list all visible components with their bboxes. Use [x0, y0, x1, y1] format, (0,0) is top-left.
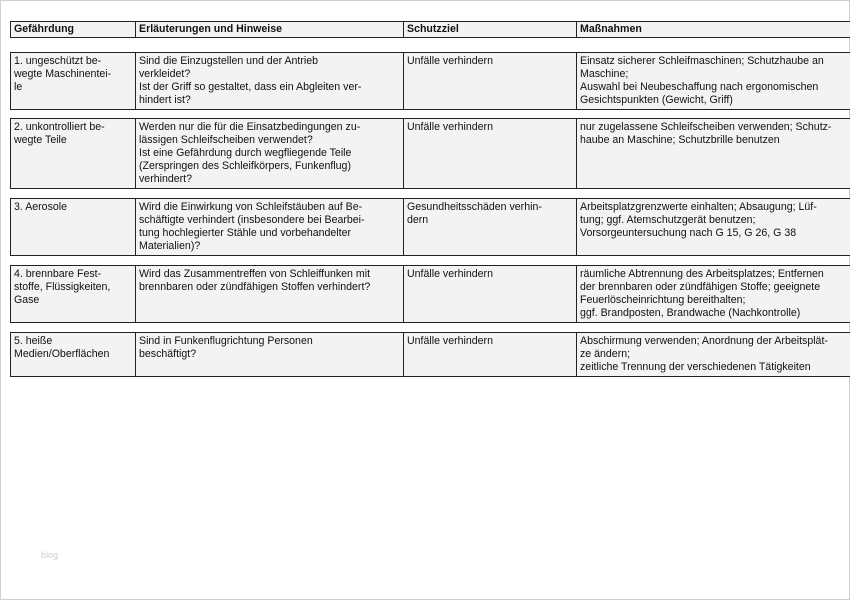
goal-cell: Unfälle verhindern [404, 266, 577, 323]
measures-cell: nur zugelassene Schleifscheiben verwenden; Schutz- haube an Maschine; Schutzbrille benutzen [577, 119, 850, 189]
table-row [11, 53, 850, 110]
measures-cell: Arbeitsplatzgrenzwerte einhalten; Absaugung; Lüf- tung; ggf. Atemschutzgerät benutzen; Vorsorgeuntersuchung nach G 15, G 26, G 38 [577, 199, 850, 256]
table-header [10, 21, 850, 38]
table-row [11, 333, 850, 377]
hazard-table-1 [10, 52, 850, 110]
notes-cell: Wird das Zusammentreffen von Schleiffunken mit brennbaren oder zündfähigen Stoffen verhindert? [136, 266, 404, 323]
hazard-cell: 4. brennbare Fest- stoffe, Flüssigkeiten, Gase [11, 266, 136, 323]
watermark: blog [41, 550, 59, 560]
hazard-cell: 2. unkontrolliert be- wegte Teile [11, 119, 136, 189]
table-row [11, 266, 850, 323]
header-measures: Maßnahmen [577, 22, 850, 38]
header-hazard: Gefährdung [11, 22, 136, 38]
goal-cell: Unfälle verhindern [404, 119, 577, 189]
goal-cell: Unfälle verhindern [404, 53, 577, 110]
hazard-table-5 [10, 332, 850, 377]
header-row [11, 22, 850, 38]
table-row [11, 119, 850, 189]
goal-cell: Unfälle verhindern [404, 333, 577, 377]
header-goal: Schutzziel [404, 22, 577, 38]
table-row [11, 199, 850, 256]
measures-cell: Einsatz sicherer Schleifmaschinen; Schutzhaube an Maschine; Auswahl bei Neubeschaffung nach ergonomischen Gesichtspunkten (Gewicht, Griff) [577, 53, 850, 110]
hazard-table-3 [10, 198, 850, 256]
notes-cell: Wird die Einwirkung von Schleifstäuben auf Be- schäftigte verhindert (insbesondere bei Bearbei- tung hochlegierter Stähle und vorbehandelter Materialien)? [136, 199, 404, 256]
hazard-cell: 5. heiße Medien/Oberflächen [11, 333, 136, 377]
hazard-cell: 3. Aerosole [11, 199, 136, 256]
hazard-table-4 [10, 265, 850, 323]
header-notes: Erläuterungen und Hinweise [136, 22, 404, 38]
notes-cell: Sind die Einzugstellen und der Antrieb verkleidet? Ist der Griff so gestaltet, dass ein Abgleiten ver- hindert ist? [136, 53, 404, 110]
notes-cell: Werden nur die für die Einsatzbedingungen zu- lässigen Schleifscheiben verwendet? Ist eine Gefährdung durch wegfliegende Teile (Zerspringen des Schleifkörpers, Funkenflug) verhindert? [136, 119, 404, 189]
goal-cell: Gesundheitsschäden verhin- dern [404, 199, 577, 256]
hazard-table-2 [10, 118, 850, 189]
measures-cell: räumliche Abtrennung des Arbeitsplatzes; Entfernen der brennbaren oder zündfähigen Stoffe; geeignete Feuerlöscheinrichtung bereithalten; ggf. Brandposten, Brandwache (Nachkontrolle) [577, 266, 850, 323]
notes-cell: Sind in Funkenflugrichtung Personen beschäftigt? [136, 333, 404, 377]
hazard-cell: 1. ungeschützt be- wegte Maschinentei- le [11, 53, 136, 110]
measures-cell: Abschirmung verwenden; Anordnung der Arbeitsplät- ze ändern; zeitliche Trennung der verschiedenen Tätigkeiten [577, 333, 850, 377]
